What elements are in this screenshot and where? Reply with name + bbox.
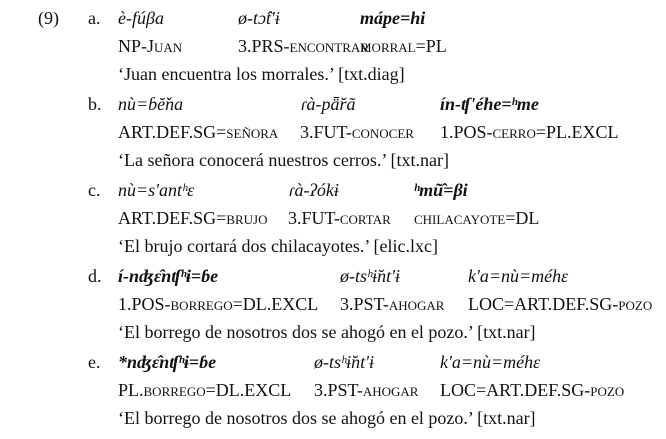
gloss-word: 3.FUT-cortar (288, 208, 391, 228)
source-word: *nʤɛ̂nʧʰɨ=ɓe (118, 352, 217, 372)
source-line (118, 8, 658, 32)
gloss-line (118, 122, 658, 146)
translation-line: ‘La señora conocerá nuestros cerros.’ [txt.nar] (118, 150, 450, 170)
gloss-word: NP-Juan (118, 36, 183, 56)
gloss-line (118, 380, 658, 404)
source-line (118, 352, 658, 376)
source-word: k'a=nù=méhɛ (468, 266, 569, 286)
source-word: nù=ɓĕ̌na (118, 94, 184, 114)
source-word: nù=s'antʰɛ (118, 180, 195, 200)
gloss-word: chilacayote=DL (414, 208, 540, 228)
gloss-word: 3.FUT-conocer (300, 122, 414, 142)
source-word: k'a=nù=méhɛ (440, 352, 541, 372)
gloss-word: 1.POS-cerro=PL.EXCL (440, 122, 619, 142)
gloss-word: 3.PRS-encontrar (238, 36, 369, 56)
translation-line: ‘El borrego de nosotros dos se ahogó en el pozo.’ [txt.nar] (118, 408, 536, 428)
gloss-line (118, 294, 658, 318)
source-word: ø-tsʰɨ̆nt'ɨ (314, 352, 374, 372)
source-word: mápe=hi (360, 8, 426, 28)
gloss-word: 3.PST-ahogar (314, 380, 419, 400)
source-line (118, 180, 658, 204)
gloss-word: 3.PST-ahogar (340, 294, 445, 314)
source-word: í-nʤɛ̂nʧʰɨ=ɓe (118, 266, 219, 286)
translation-line: ‘El borrego de nosotros dos se ahogó en el pozo.’ [txt.nar] (118, 322, 536, 342)
source-word: ɾà-ʔókɨ (288, 180, 339, 200)
example-number: (9) (38, 8, 59, 28)
source-word: ín-ʧ'éhe=ʰme (440, 94, 539, 114)
source-word: ø-tɔ̂t'ɨ (238, 8, 280, 28)
example-letter: b. (88, 94, 102, 114)
translation-line: ‘El brujo cortará dos chilacayotes.’ [elic.lxc] (118, 236, 439, 256)
gloss-word: LOC=ART.DEF.SG-pozo (440, 380, 625, 400)
gloss-word: 1.POS-borrego=DL.EXCL (118, 294, 319, 314)
source-word: ʰmũ̂=βi (414, 180, 468, 200)
gloss-word: LOC=ART.DEF.SG-pozo (468, 294, 653, 314)
source-word: è-fúβa (118, 8, 164, 28)
gloss-line (118, 208, 658, 232)
gloss-word: PL.borrego=DL.EXCL (118, 380, 292, 400)
translation-line: ‘Juan encuentra los morrales.’ [txt.diag] (118, 64, 405, 84)
gloss-line (118, 36, 658, 60)
source-line (118, 94, 658, 118)
gloss-word: ART.DEF.SG=brujo (118, 208, 268, 228)
example-letter: d. (88, 266, 102, 286)
example-letter: e. (88, 352, 101, 372)
example-letter: c. (88, 180, 101, 200)
source-word: ø-tsʰɨ̆nt'ɨ (340, 266, 400, 286)
source-line (118, 266, 658, 290)
gloss-word: morral=PL (360, 36, 447, 56)
example-letter: a. (88, 8, 101, 28)
source-word: ɾà-pǟ̆rã (300, 94, 356, 114)
gloss-word: ART.DEF.SG=señora (118, 122, 279, 142)
